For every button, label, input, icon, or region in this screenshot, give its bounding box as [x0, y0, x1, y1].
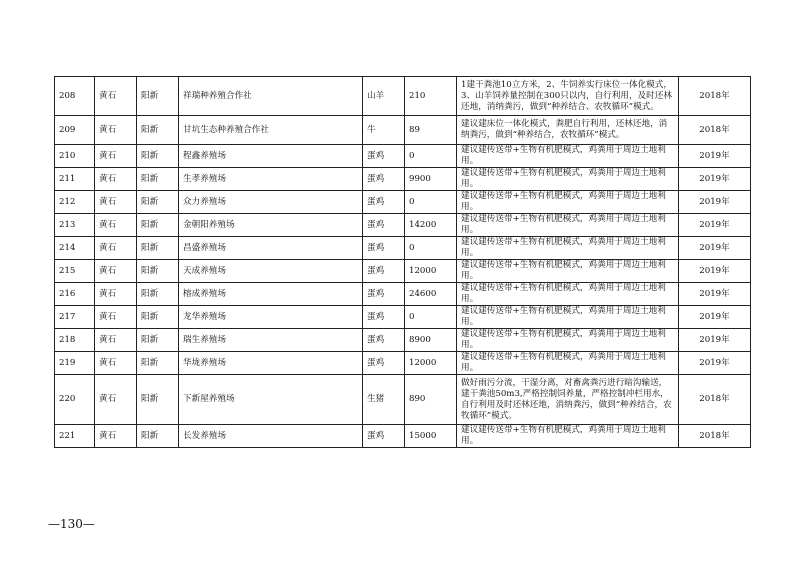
- animal-type-cell: 蛋鸡: [363, 329, 405, 352]
- year-cell: 2019年: [679, 283, 751, 306]
- county-cell: 阳新: [137, 116, 179, 145]
- scale-cell: 14200: [405, 214, 457, 237]
- city-cell: 黄石: [95, 329, 137, 352]
- city-cell: 黄石: [95, 260, 137, 283]
- scale-cell: 0: [405, 306, 457, 329]
- scale-cell: 12000: [405, 352, 457, 375]
- animal-type-cell: 蛋鸡: [363, 283, 405, 306]
- county-cell: 阳新: [137, 425, 179, 448]
- year-cell: 2019年: [679, 214, 751, 237]
- measure-description-cell: 做好雨污分流，干湿分离，对畜禽粪污进行暗沟输送，建干粪池50m3,严格控制饲养量，严格控制冲栏用水，自行利用及时还林还地，消纳粪污，做到“种养结合，农牧循环”模式。: [457, 375, 679, 425]
- table-row: [55, 237, 751, 260]
- farm-name-cell: 金朝阳养殖场: [179, 214, 363, 237]
- city-cell: 黄石: [95, 306, 137, 329]
- city-cell: 黄石: [95, 191, 137, 214]
- city-cell: 黄石: [95, 375, 137, 425]
- table-row: [55, 116, 751, 145]
- row-number: 218: [55, 329, 95, 352]
- animal-type-cell: 蛋鸡: [363, 260, 405, 283]
- scale-cell: 89: [405, 116, 457, 145]
- page-number: —130—: [48, 517, 95, 531]
- measure-description-cell: 建议建传送带+生物有机肥模式，鸡粪用于周边土地利用。: [457, 214, 679, 237]
- animal-type-cell: 生猪: [363, 375, 405, 425]
- row-number: 208: [55, 77, 95, 116]
- table-row: [55, 283, 751, 306]
- scale-cell: 0: [405, 145, 457, 168]
- table-row: [55, 260, 751, 283]
- table-row: [55, 425, 751, 448]
- measure-description-cell: 建议建传送带+生物有机肥模式，鸡粪用于周边土地利用。: [457, 145, 679, 168]
- farm-name-cell: 天成养殖场: [179, 260, 363, 283]
- scale-cell: 0: [405, 237, 457, 260]
- scale-cell: 8900: [405, 329, 457, 352]
- county-cell: 阳新: [137, 283, 179, 306]
- measure-description-cell: 建议建传送带+生物有机肥模式，鸡粪用于周边土地利用。: [457, 260, 679, 283]
- county-cell: 阳新: [137, 214, 179, 237]
- animal-type-cell: 蛋鸡: [363, 306, 405, 329]
- measure-description-cell: 建议建传送带+生物有机肥模式，鸡粪用于周边土地利用。: [457, 283, 679, 306]
- year-cell: 2019年: [679, 191, 751, 214]
- farm-name-cell: 瑞生养殖场: [179, 329, 363, 352]
- measure-description-cell: 建议建床位一体化模式，粪肥自行利用，还林还地，消纳粪污，做到“种养结合，农牧循环”模式。: [457, 116, 679, 145]
- measure-description-cell: 建议建传送带+生物有机肥模式，鸡粪用于周边土地利用。: [457, 237, 679, 260]
- county-cell: 阳新: [137, 168, 179, 191]
- county-cell: 阳新: [137, 352, 179, 375]
- county-cell: 阳新: [137, 145, 179, 168]
- farm-name-cell: 昌盛养殖场: [179, 237, 363, 260]
- farm-name-cell: 生孝养殖场: [179, 168, 363, 191]
- county-cell: 阳新: [137, 329, 179, 352]
- city-cell: 黄石: [95, 214, 137, 237]
- year-cell: 2019年: [679, 329, 751, 352]
- table-row: [55, 306, 751, 329]
- year-cell: 2018年: [679, 116, 751, 145]
- table-row: [55, 352, 751, 375]
- year-cell: 2019年: [679, 145, 751, 168]
- measure-description-cell: 建议建传送带+生物有机肥模式，鸡粪用于周边土地利用。: [457, 329, 679, 352]
- row-number: 214: [55, 237, 95, 260]
- farm-name-cell: 龙华养殖场: [179, 306, 363, 329]
- farm-name-cell: 甘坑生态种养殖合作社: [179, 116, 363, 145]
- city-cell: 黄石: [95, 168, 137, 191]
- table-row: [55, 191, 751, 214]
- farm-name-cell: 众力养殖场: [179, 191, 363, 214]
- farm-name-cell: 华垅养殖场: [179, 352, 363, 375]
- scale-cell: 890: [405, 375, 457, 425]
- scale-cell: 24600: [405, 283, 457, 306]
- city-cell: 黄石: [95, 237, 137, 260]
- row-number: 217: [55, 306, 95, 329]
- year-cell: 2019年: [679, 306, 751, 329]
- year-cell: 2019年: [679, 260, 751, 283]
- row-number: 220: [55, 375, 95, 425]
- city-cell: 黄石: [95, 352, 137, 375]
- farm-name-cell: 程鑫养殖场: [179, 145, 363, 168]
- farm-table: [54, 76, 751, 448]
- farm-name-cell: 祥瑞种养殖合作社: [179, 77, 363, 116]
- animal-type-cell: 蛋鸡: [363, 352, 405, 375]
- scale-cell: 0: [405, 191, 457, 214]
- county-cell: 阳新: [137, 191, 179, 214]
- farm-name-cell: 下新屋养殖场: [179, 375, 363, 425]
- animal-type-cell: 蛋鸡: [363, 237, 405, 260]
- row-number: 212: [55, 191, 95, 214]
- row-number: 216: [55, 283, 95, 306]
- table-row: [55, 375, 751, 425]
- animal-type-cell: 蛋鸡: [363, 214, 405, 237]
- measure-description-cell: 1建干粪池10立方米，2、牛饲养实行床位一体化模式，3、山羊饲养量控制在300只以内，自行利用，及时还林还地，消纳粪污，做到“种养结合、农牧循环”模式。: [457, 77, 679, 116]
- animal-type-cell: 蛋鸡: [363, 168, 405, 191]
- row-number: 215: [55, 260, 95, 283]
- city-cell: 黄石: [95, 116, 137, 145]
- animal-type-cell: 山羊: [363, 77, 405, 116]
- row-number: 211: [55, 168, 95, 191]
- city-cell: 黄石: [95, 425, 137, 448]
- farm-name-cell: 长发养殖场: [179, 425, 363, 448]
- scale-cell: 9900: [405, 168, 457, 191]
- table-row: [55, 145, 751, 168]
- measure-description-cell: 建议建传送带+生物有机肥模式，鸡粪用于周边土地利用。: [457, 306, 679, 329]
- farm-name-cell: 榕成养殖场: [179, 283, 363, 306]
- scale-cell: 210: [405, 77, 457, 116]
- year-cell: 2019年: [679, 168, 751, 191]
- animal-type-cell: 蛋鸡: [363, 191, 405, 214]
- row-number: 219: [55, 352, 95, 375]
- table-row: [55, 168, 751, 191]
- measure-description-cell: 建议建传送带+生物有机肥模式，鸡粪用于周边土地利用。: [457, 352, 679, 375]
- measure-description-cell: 建议建传送带+生物有机肥模式，鸡粪用于周边土地利用。: [457, 425, 679, 448]
- table-row: [55, 214, 751, 237]
- animal-type-cell: 蛋鸡: [363, 425, 405, 448]
- county-cell: 阳新: [137, 375, 179, 425]
- city-cell: 黄石: [95, 145, 137, 168]
- city-cell: 黄石: [95, 283, 137, 306]
- scale-cell: 12000: [405, 260, 457, 283]
- row-number: 221: [55, 425, 95, 448]
- year-cell: 2018年: [679, 375, 751, 425]
- year-cell: 2018年: [679, 425, 751, 448]
- county-cell: 阳新: [137, 306, 179, 329]
- table-row: [55, 329, 751, 352]
- table-row: [55, 77, 751, 116]
- row-number: 213: [55, 214, 95, 237]
- county-cell: 阳新: [137, 260, 179, 283]
- county-cell: 阳新: [137, 237, 179, 260]
- scale-cell: 15000: [405, 425, 457, 448]
- year-cell: 2019年: [679, 237, 751, 260]
- row-number: 210: [55, 145, 95, 168]
- measure-description-cell: 建议建传送带+生物有机肥模式，鸡粪用于周边土地利用。: [457, 168, 679, 191]
- row-number: 209: [55, 116, 95, 145]
- year-cell: 2018年: [679, 77, 751, 116]
- measure-description-cell: 建议建传送带+生物有机肥模式，鸡粪用于周边土地利用。: [457, 191, 679, 214]
- animal-type-cell: 蛋鸡: [363, 145, 405, 168]
- city-cell: 黄石: [95, 77, 137, 116]
- county-cell: 阳新: [137, 77, 179, 116]
- animal-type-cell: 牛: [363, 116, 405, 145]
- year-cell: 2019年: [679, 352, 751, 375]
